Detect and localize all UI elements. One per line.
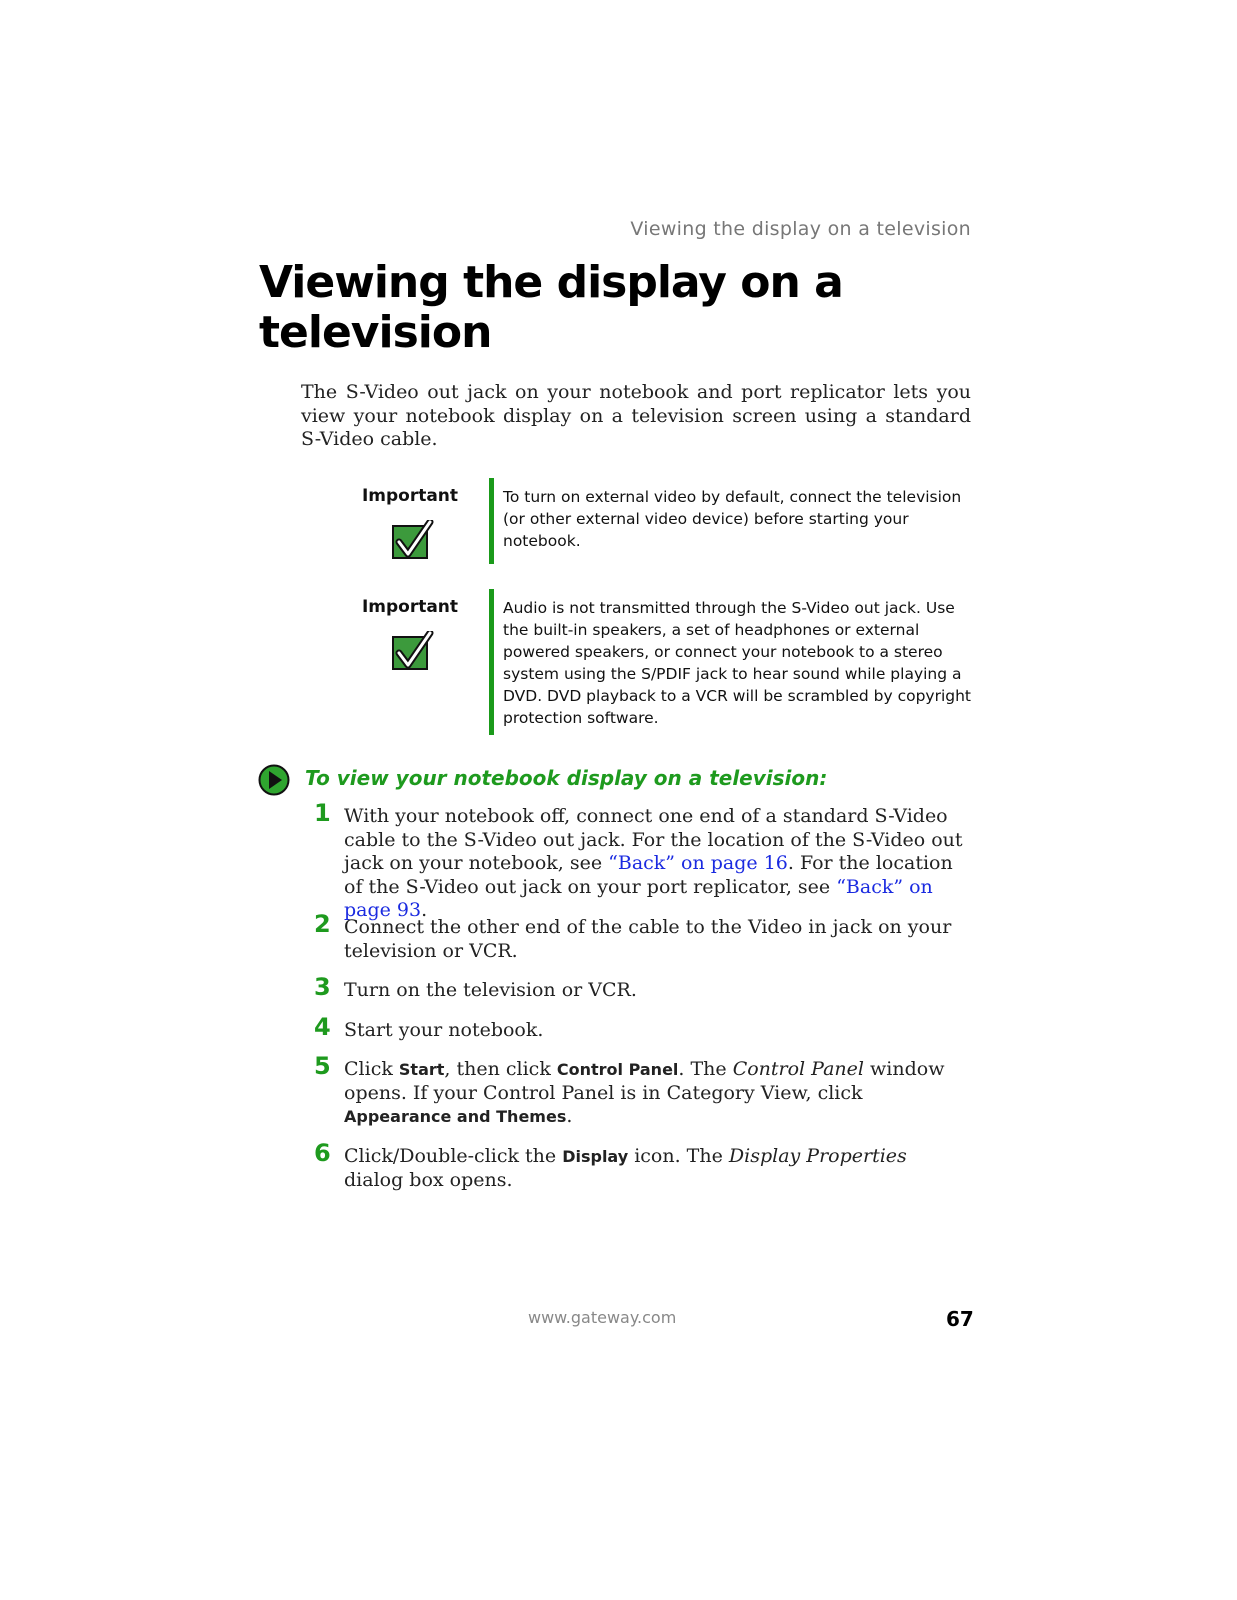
page-title: Viewing the display on a television (259, 257, 843, 358)
note-label: Important (361, 486, 459, 506)
procedure-heading (258, 760, 978, 800)
checkmark-icon (390, 520, 434, 564)
step-text: Turn on the television or VCR. (344, 979, 637, 1001)
note-text: Audio is not transmitted through the S-Video out jack. Use the built-in speakers, a set of headphones or external powered speakers, or connect your notebook to a stereo system using the S/PDIF jack to hear sound while playing a DVD. DVD playback to a VCR will be scrambled by copyright protection software. (503, 599, 972, 727)
step-number: 2 (314, 910, 331, 938)
back-page-93-link[interactable]: “Back” on page 93 (344, 875, 933, 921)
display-ui-term: Display (562, 1147, 629, 1166)
important-note (360, 597, 972, 737)
step-text: Click/Double-click the Display icon. The Display Properties dialog box opens. (344, 1145, 907, 1191)
step-number: 1 (314, 799, 331, 827)
step-text: Connect the other end of the cable to the Video in jack on your television or VCR. (344, 916, 952, 962)
step-number: 6 (314, 1139, 331, 1167)
note-text: To turn on external video by default, connect the television (or other external video device) before starting your notebook. (503, 488, 962, 550)
important-note (360, 486, 972, 566)
step-text: Start your notebook. (344, 1019, 544, 1041)
step-text: With your notebook off, connect one end of a standard S-Video cable to the S-Video out jack. For the location of the S-Video out jack on your notebook, see “Back” on page 16. For the location of the S-Video out jack on your port replicator, see “Back” on page 93. (344, 805, 963, 921)
intro-paragraph: The S-Video out jack on your notebook and port replicator lets you view your notebook display on a television screen using a standard S-Video cable. (301, 381, 971, 450)
appearance-themes-ui-term: Appearance and Themes (344, 1107, 567, 1126)
footer-url: www.gateway.com (528, 1308, 677, 1327)
note-divider (489, 589, 494, 735)
checkmark-icon (390, 631, 434, 675)
back-page-16-link[interactable]: “Back” on page 16 (608, 852, 788, 874)
page-number: 67 (946, 1307, 974, 1331)
procedure-title: To view your notebook display on a television: (305, 766, 828, 790)
start-ui-term: Start (398, 1060, 445, 1079)
step-text: Click Start, then click Control Panel. The Control Panel window opens. If your Control Panel is in Category View, click Appearance and Themes. (344, 1058, 945, 1127)
step-number: 3 (314, 973, 331, 1001)
control-panel-ui-term: Control Panel (556, 1060, 679, 1079)
running-header: Viewing the display on a television (630, 218, 971, 240)
note-label: Important (361, 597, 459, 617)
note-divider (489, 478, 494, 564)
step-number: 4 (314, 1013, 331, 1041)
step-number: 5 (314, 1052, 331, 1080)
play-arrow-icon (258, 764, 290, 796)
